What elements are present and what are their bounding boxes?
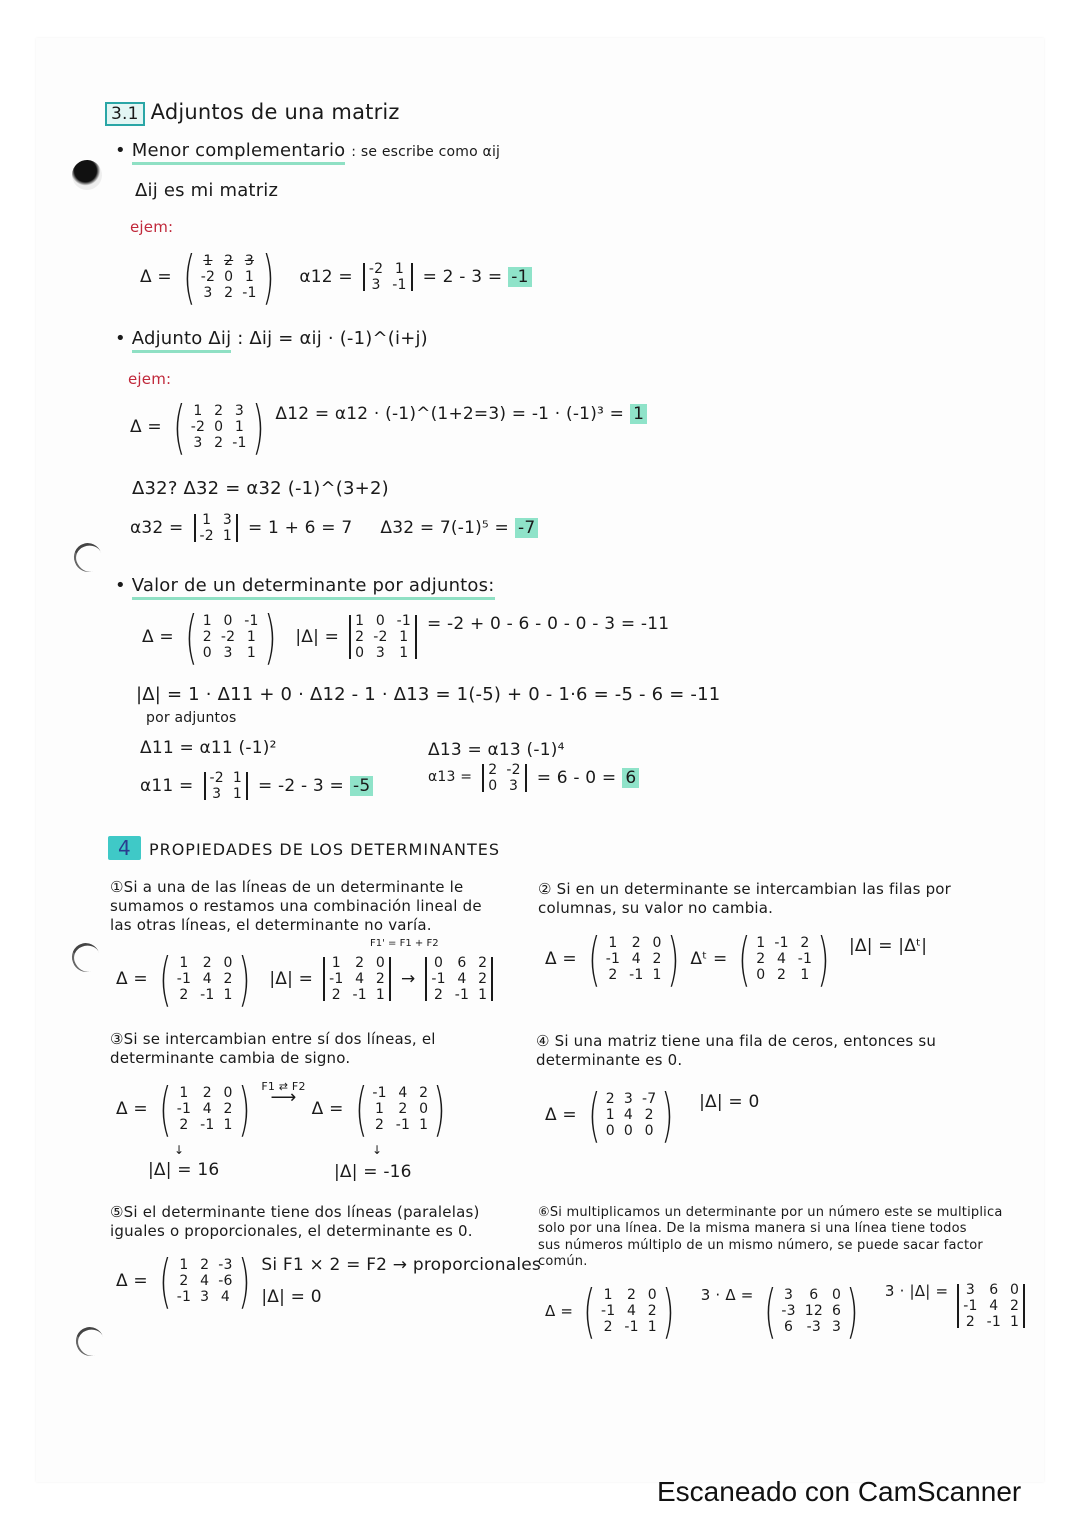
cell: 0 xyxy=(419,1101,429,1117)
cell: 2 xyxy=(179,1117,189,1133)
formula: : Δij = αij · (-1)^(i+j) xyxy=(237,328,428,349)
cell: 3 xyxy=(212,786,222,802)
adjunto-example xyxy=(130,393,647,461)
note: Si F1 × 2 = F2 → proporcionales xyxy=(261,1254,541,1275)
cell: 2 xyxy=(800,935,810,951)
det-value: |Δ| = 16 xyxy=(148,1160,220,1180)
text-line: Si en un determinante se intercambian las filas por xyxy=(556,880,952,898)
property-number: ① xyxy=(110,878,124,896)
cell: 2 xyxy=(398,1101,408,1117)
cell: -1 xyxy=(963,1298,978,1314)
cell: 0 xyxy=(644,1123,654,1139)
det-label: |Δ| = xyxy=(269,968,314,989)
cell: 1 xyxy=(605,1107,615,1123)
cell: 3 xyxy=(508,778,519,794)
section-title xyxy=(108,836,500,860)
alpha-label: α12 = xyxy=(299,266,353,287)
cell: -1 xyxy=(624,1319,639,1335)
cell: 0 xyxy=(1009,1282,1020,1298)
section-number: 4 xyxy=(108,836,141,860)
cell: 3 xyxy=(965,1282,975,1298)
cell: 2 xyxy=(214,403,224,419)
text-line: Si una matriz tiene una fila de ceros, entonces su xyxy=(554,1032,937,1050)
matrix: ( 1 2 -3 2 4 -6 -1 3 4 ) xyxy=(159,1247,251,1315)
cell: 2 xyxy=(631,935,641,951)
cell: 3 xyxy=(223,645,233,661)
cell: 0 xyxy=(605,1123,615,1139)
expansion-line: |Δ| = 1 · Δ11 + 0 · Δ12 - 1 · Δ13 = 1(-5) + 0 - 1·6 = -5 - 6 = -11 xyxy=(136,684,721,705)
cell: 4 xyxy=(777,951,787,967)
text-line: iguales o proporcionales, el determinante es 0. xyxy=(110,1221,473,1240)
term-adjunto: Adjunto Δij xyxy=(132,328,232,353)
cell: 1 xyxy=(800,967,810,983)
cell: 1 xyxy=(222,528,232,544)
cell: -1 xyxy=(200,987,215,1003)
cell: 0 xyxy=(202,645,212,661)
cell: 0 xyxy=(223,955,233,971)
cell: 1 xyxy=(246,645,256,661)
cell: -2 xyxy=(373,629,388,645)
a13-calc xyxy=(428,762,639,794)
matrix-label: Δ = xyxy=(311,1098,344,1119)
cell: -1 xyxy=(986,1314,1001,1330)
property-3-example xyxy=(116,1075,451,1143)
calc: = 2 - 3 = xyxy=(422,266,503,287)
cell: -2 xyxy=(190,419,206,435)
property-number: ② xyxy=(538,880,552,898)
cell: -2 xyxy=(200,269,216,285)
annotation: por adjuntos xyxy=(146,710,237,726)
cell: -1 xyxy=(232,435,247,451)
cell: 1 xyxy=(652,967,662,983)
cell: -3 xyxy=(781,1303,796,1319)
alpha32-example xyxy=(130,512,538,544)
section-title-text: Adjuntos de una matriz xyxy=(150,100,400,124)
formula: Δ11 = α11 (-1)² xyxy=(140,738,277,758)
cell: 2 xyxy=(608,967,618,983)
cell: -2 xyxy=(368,261,384,277)
cell: 0 xyxy=(224,269,234,285)
section-number: 3.1 xyxy=(105,102,145,126)
cell: 1 xyxy=(223,1117,233,1133)
cell: 2 xyxy=(179,1273,189,1289)
highlighted-result: 1 xyxy=(630,404,647,424)
cell: 1 xyxy=(756,935,766,951)
determinant xyxy=(345,613,421,661)
a11-calc xyxy=(140,770,373,802)
cell: 1 xyxy=(202,613,212,629)
cell: -1 xyxy=(629,967,644,983)
note-line: Δij es mi matriz xyxy=(135,180,279,201)
cell: -1 xyxy=(242,285,257,301)
cell: -1 xyxy=(372,1085,387,1101)
cell: -1 xyxy=(392,277,407,293)
ejem-label: ejem: xyxy=(130,218,174,236)
cell: 2 xyxy=(756,951,766,967)
cell: 0 xyxy=(355,645,365,661)
cell: 4 xyxy=(457,971,467,987)
definition-text: : se escribe como αij xyxy=(351,144,501,160)
determinant xyxy=(359,261,417,293)
cell: 2 xyxy=(965,1314,975,1330)
determinant xyxy=(953,1282,1029,1330)
determinant xyxy=(421,955,497,1003)
cell: 2 xyxy=(488,762,498,778)
det-value: |Δ| = 0 xyxy=(699,1092,760,1112)
cell: 0 xyxy=(223,1085,233,1101)
matrix: ( 1 2 0 -1 4 2 2 -1 1 ) xyxy=(159,945,251,1013)
text-line: Si multiplicamos un determinante por un número este se multiplica xyxy=(549,1205,1003,1220)
matrix: ( 1 2 0 -1 4 2 2 -1 1 ) xyxy=(159,1075,251,1143)
cell: -1 xyxy=(329,971,344,987)
matrix-label: Δ = xyxy=(116,1098,148,1119)
transpose-matrix: ( 1 -1 2 2 4 -1 0 2 1 ) xyxy=(738,925,830,993)
cell: 2 xyxy=(777,967,787,983)
matrix: ( 1 0 -1 2 -2 1 0 3 1 ) xyxy=(185,603,277,671)
swap-operation xyxy=(261,1080,306,1109)
scaled-matrix: ( 3 6 0 -3 12 6 6 -3 3 ) xyxy=(763,1277,859,1345)
cell: 0 xyxy=(434,955,444,971)
cell: 0 xyxy=(214,419,224,435)
text-line: determinante es 0. xyxy=(536,1050,683,1069)
cell: 4 xyxy=(202,971,212,987)
cell: 1 xyxy=(203,253,213,269)
menor-definition: • Menor complementario : se escribe como αij xyxy=(115,140,500,162)
det-label: |Δ| = xyxy=(295,626,340,647)
cell: 2 xyxy=(1009,1298,1020,1314)
cell: -1 xyxy=(431,971,446,987)
det-value: |Δ| = -16 xyxy=(334,1162,412,1182)
cell: 0 xyxy=(647,1287,657,1303)
cell: 3 xyxy=(375,645,385,661)
cell: 4 xyxy=(623,1107,633,1123)
cell: 12 xyxy=(804,1303,823,1319)
property-number: ③ xyxy=(110,1030,124,1048)
property-5-example xyxy=(116,1247,541,1315)
cell: 2 xyxy=(478,955,488,971)
cell: 3 xyxy=(244,253,254,269)
cell: 6 xyxy=(809,1287,819,1303)
cell: -1 xyxy=(176,1101,192,1117)
property-6 xyxy=(538,1205,1003,1270)
cell: -2 xyxy=(209,770,224,786)
matrix-label: Δ = xyxy=(116,968,148,989)
cell: 2 xyxy=(374,1117,385,1133)
cell: -1 xyxy=(244,613,259,629)
cell: 0 xyxy=(375,955,385,971)
cell: 2 xyxy=(647,1303,657,1319)
matrix: ( 1 2 3 -2 0 1 3 2 -1 ) xyxy=(173,393,265,461)
det-value: |Δ| = 0 xyxy=(261,1287,322,1307)
alpha-label: α13 = xyxy=(428,769,473,786)
cell: 1 xyxy=(244,269,254,285)
cell: 1 xyxy=(603,1287,613,1303)
cell: 1 xyxy=(647,1319,657,1335)
cell: 6 xyxy=(784,1319,794,1335)
cell: 2 xyxy=(355,955,365,971)
matrix-label: Δ = xyxy=(130,416,162,437)
equality: |Δ| = |Δᵗ| xyxy=(848,936,928,956)
cell: 4 xyxy=(398,1085,408,1101)
cell: 2 xyxy=(652,951,662,967)
term-valor: Valor de un determinante por adjuntos: xyxy=(132,575,495,600)
text-line: sumamos o restamos una combinación lineal de xyxy=(110,896,482,915)
calc: Δ12 = α12 · (-1)^(1+2=3) = -1 · (-1)³ = xyxy=(275,404,625,424)
text-line: determinante cambia de signo. xyxy=(110,1048,351,1067)
cell: -3 xyxy=(806,1319,822,1335)
cell: 1 xyxy=(179,1257,189,1273)
section-title-text: PROPIEDADES DE LOS DETERMINANTES xyxy=(148,840,500,859)
term-menor: Menor complementario xyxy=(132,140,346,165)
cell: 4 xyxy=(355,971,365,987)
cell: 3 xyxy=(234,403,244,419)
valor-heading: • Valor de un determinante por adjuntos: xyxy=(115,575,495,597)
cell: 1 xyxy=(375,987,385,1003)
determinant xyxy=(190,512,242,544)
cell: -1 xyxy=(200,1117,215,1133)
cell: 0 xyxy=(375,613,385,629)
cell: 2 xyxy=(200,1257,210,1273)
cell: -2 xyxy=(199,528,214,544)
cell: -2 xyxy=(506,762,521,778)
cell: 2 xyxy=(605,1091,615,1107)
matrix: ( 1 2 0 -1 4 2 2 -1 1 ) xyxy=(583,1277,675,1345)
highlighted-result: -5 xyxy=(350,776,373,796)
text-line: común. xyxy=(538,1253,588,1269)
camscanner-watermark: Escaneado con CamScanner xyxy=(657,1476,1022,1507)
cell: 6 xyxy=(831,1303,842,1319)
cell: 4 xyxy=(627,1303,637,1319)
cell: -1 xyxy=(395,1117,411,1133)
valor-example xyxy=(142,603,670,671)
property-6-example xyxy=(545,1277,1029,1345)
cell: 2 xyxy=(223,1101,233,1117)
matrix: ( 2 3 -7 1 4 2 0 0 0 ) xyxy=(588,1081,674,1149)
calc-line: Δ32? Δ32 = α32 (-1)^(3+2) xyxy=(132,478,389,499)
arrow-down-icon: ↓ xyxy=(372,1143,383,1157)
cell: 4 xyxy=(200,1273,210,1289)
cell: 3 xyxy=(831,1319,842,1335)
property-5 xyxy=(110,1203,480,1241)
cell: 1 xyxy=(608,935,618,951)
cell: 2 xyxy=(202,955,212,971)
det-label: 3 · |Δ| = xyxy=(884,1282,949,1300)
cell: -3 xyxy=(218,1257,233,1273)
cell: 3 xyxy=(784,1287,794,1303)
cell: 1 xyxy=(394,261,404,277)
cell: 4 xyxy=(202,1101,212,1117)
arrow-right-icon: ⟶ xyxy=(270,1087,297,1109)
calc: = -2 + 0 - 6 - 0 - 0 - 3 = -11 xyxy=(426,614,670,634)
cell: 2 xyxy=(223,971,233,987)
highlighted-result: 6 xyxy=(622,768,639,788)
alpha-label: α11 = xyxy=(140,775,194,796)
cell: 1 xyxy=(179,955,189,971)
text-line: solo por una línea. De la misma manera si una línea tiene todos xyxy=(538,1221,967,1237)
cell: 2 xyxy=(202,1085,212,1101)
determinant xyxy=(200,770,252,802)
cell: -6 xyxy=(218,1273,233,1289)
determinant xyxy=(478,762,530,794)
cell: 0 xyxy=(831,1287,842,1303)
property-4 xyxy=(536,1032,936,1070)
cell: -7 xyxy=(641,1091,657,1107)
text-line: Si a una de las líneas de un determinante le xyxy=(123,878,464,896)
cell: 6 xyxy=(457,955,467,971)
property-1-example xyxy=(116,945,497,1013)
cell: 1 xyxy=(399,645,409,661)
cell: -1 xyxy=(601,1303,616,1319)
matrix-label: Δ = xyxy=(545,1104,577,1125)
cell: -1 xyxy=(396,613,411,629)
cell: 1 xyxy=(331,955,341,971)
calc: = 1 + 6 = 7 xyxy=(247,517,353,538)
property-number: ④ xyxy=(536,1032,550,1050)
section-title xyxy=(105,100,400,126)
cell: 2 xyxy=(202,629,212,645)
cell: 3 xyxy=(222,512,232,528)
cell: -1 xyxy=(605,951,621,967)
calc: = -2 - 3 = xyxy=(257,775,344,796)
cell: 1 xyxy=(419,1117,429,1133)
cell: 1 xyxy=(179,1085,189,1101)
cell: 1 xyxy=(355,613,365,629)
text-line: sus números múltiplo de un mismo número, se puede sacar factor xyxy=(538,1237,983,1253)
cell: 0 xyxy=(756,967,766,983)
matrix-label: Δ = xyxy=(142,626,174,647)
matrix: ( 1 2 3 -2 0 1 3 2 -1 ) xyxy=(183,243,275,311)
arrow-down-icon: ↓ xyxy=(174,1143,185,1157)
cell: 0 xyxy=(488,778,498,794)
cell: 0 xyxy=(223,613,233,629)
cell: 2 xyxy=(434,987,444,1003)
cell: 2 xyxy=(419,1085,429,1101)
cell: 2 xyxy=(224,253,234,269)
cell: 2 xyxy=(331,987,341,1003)
cell: -1 xyxy=(176,971,192,987)
property-number: ⑤ xyxy=(110,1203,124,1221)
property-4-example xyxy=(545,1081,760,1149)
property-5-notes xyxy=(261,1255,541,1308)
matrix: ( 1 2 0 -1 4 2 2 -1 1 ) xyxy=(588,925,680,993)
cell: 3 xyxy=(371,277,381,293)
property-number: ⑥ xyxy=(538,1205,550,1220)
cell: 2 xyxy=(355,629,365,645)
cell: -1 xyxy=(797,951,813,967)
cell: 1 xyxy=(374,1101,385,1117)
calc: Δ32 = 7(-1)⁵ = xyxy=(380,517,509,538)
text-line: columnas, su valor no cambia. xyxy=(538,898,774,917)
cell: 1 xyxy=(223,987,233,1003)
calc: = 6 - 0 = xyxy=(536,767,617,788)
formula: Δ13 = α13 (-1)⁴ xyxy=(428,740,565,760)
cell: -1 xyxy=(352,987,367,1003)
cell: -2 xyxy=(220,629,236,645)
text-line: las otras líneas, el determinante no varía. xyxy=(110,915,432,934)
determinant xyxy=(319,955,395,1003)
matrix-label: Δᵗ = xyxy=(690,948,728,969)
matrix: ( -1 4 2 1 2 0 2 -1 1 ) xyxy=(354,1075,446,1143)
cell: 4 xyxy=(631,951,641,967)
cell: 2 xyxy=(644,1107,654,1123)
highlighted-result: -1 xyxy=(508,267,531,287)
cell: 1 xyxy=(1009,1314,1020,1330)
highlighted-result: -7 xyxy=(515,518,538,538)
cell: 4 xyxy=(220,1289,230,1305)
cell: 3 xyxy=(623,1091,633,1107)
matrix-label: Δ = xyxy=(545,948,577,969)
cell: 1 xyxy=(232,770,242,786)
cell: 0 xyxy=(652,935,662,951)
cell: 1 xyxy=(202,512,212,528)
cell: 2 xyxy=(179,987,189,1003)
alpha-label: α32 = xyxy=(130,517,184,538)
cell: 1 xyxy=(246,629,256,645)
cell: 1 xyxy=(193,403,203,419)
ejem-label: ejem: xyxy=(128,370,172,388)
cell: 2 xyxy=(478,971,488,987)
row-operation: F1' = F1 + F2 xyxy=(370,938,439,949)
cell: 3 xyxy=(203,285,213,301)
cell: -1 xyxy=(454,987,470,1003)
property-2 xyxy=(538,880,951,918)
cell: 1 xyxy=(399,629,409,645)
cell: 1 xyxy=(234,419,244,435)
cell: -1 xyxy=(176,1289,192,1305)
property-3 xyxy=(110,1030,436,1068)
cell: 1 xyxy=(478,987,488,1003)
cell: 0 xyxy=(623,1123,633,1139)
swap-label: F1 ⇄ F2 xyxy=(261,1080,306,1093)
matrix-label: Δ = xyxy=(545,1302,574,1320)
menor-example xyxy=(140,243,532,311)
cell: 4 xyxy=(989,1298,999,1314)
cell: 2 xyxy=(375,971,385,987)
cell: -1 xyxy=(774,935,789,951)
cell: 3 xyxy=(193,435,203,451)
cell: 2 xyxy=(224,285,234,301)
matrix-label: 3 · Δ = xyxy=(700,1286,754,1304)
cell: 3 xyxy=(200,1289,210,1305)
matrix-label: Δ = xyxy=(140,266,172,287)
cell: 6 xyxy=(989,1282,999,1298)
cell: 2 xyxy=(603,1319,613,1335)
text-line: Si se intercambian entre sí dos líneas, el xyxy=(123,1030,436,1048)
arrow-right-icon: → xyxy=(400,968,416,989)
cell: 2 xyxy=(627,1287,637,1303)
adjunto-definition: • Adjunto Δij : Δij = αij · (-1)^(i+j) xyxy=(115,328,428,350)
matrix-label: Δ = xyxy=(116,1270,148,1291)
cell: 2 xyxy=(214,435,224,451)
property-2-example xyxy=(545,925,928,993)
cell: 1 xyxy=(232,786,242,802)
property-1 xyxy=(110,878,482,934)
text-line: Si el determinante tiene dos líneas (paralelas) xyxy=(123,1203,480,1221)
